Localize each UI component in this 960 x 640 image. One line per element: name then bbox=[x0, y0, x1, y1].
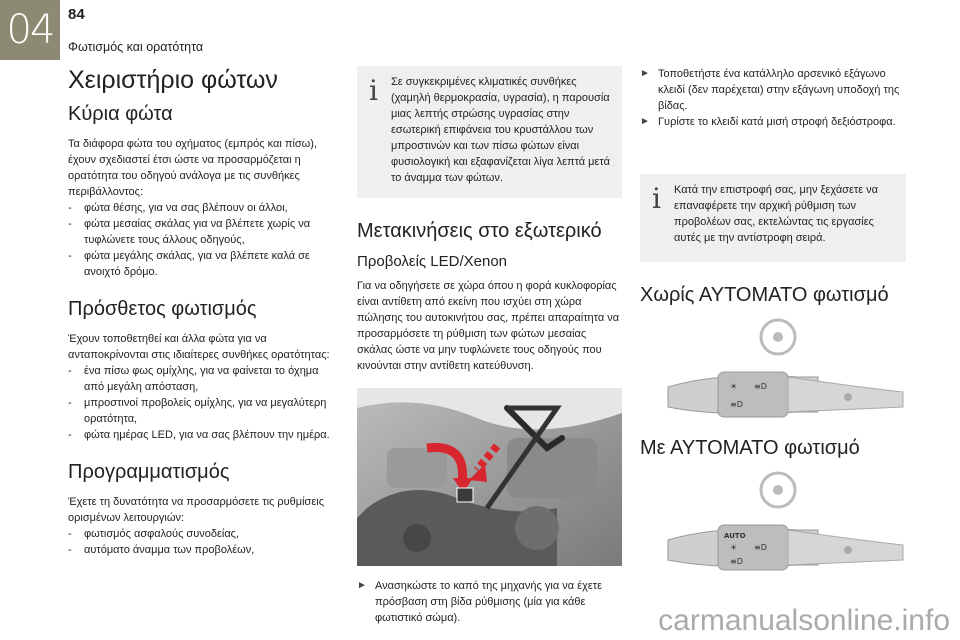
programming-text: Έχετε τη δυνατότητα να προσαρμόσετε τις ρυθμίσεις ορισμένων λειτουργιών: bbox=[68, 496, 324, 524]
info-box-return bbox=[640, 174, 906, 262]
list-item: - φώτα ημέρας LED, για να σας βλέπουν την ημέρα. bbox=[68, 427, 336, 443]
step-text: Γυρίστε το κλειδί κατά μισή στροφή δεξιόστροφα. bbox=[658, 116, 896, 128]
heading-programming: Προγραμματισμός bbox=[68, 461, 230, 483]
svg-text:≡D: ≡D bbox=[754, 382, 767, 391]
main-lights-list bbox=[68, 200, 336, 280]
info-text: Κατά την επιστροφή σας, μην ξεχάσετε να επαναφέρετε την αρχική ρύθμιση των προβολέων σας, εκτελώντας τις εργασίες αυτές με την αντίστροφη σειρά. bbox=[674, 184, 879, 244]
list-item: - φώτα μεγάλης σκάλας, για να βλέπετε καλά σε ανοιχτό δρόμο. bbox=[68, 248, 336, 280]
chapter-badge bbox=[0, 0, 60, 60]
left-column bbox=[68, 66, 336, 576]
main-lights-text: Τα διάφορα φώτα του οχήματος (εμπρός και πίσω), έχουν σχεδιαστεί έτσι ώστε να προσαρμόζεται η ορατότητα του οδηγού ανάλογα με τις συνθήκες περιβάλλοντος: bbox=[68, 138, 317, 198]
heading-with-auto: Με ΑΥΤΟΜΑΤΟ φωτισμό bbox=[640, 437, 860, 459]
caption-item bbox=[357, 578, 622, 626]
additional-lighting-list bbox=[68, 363, 336, 443]
middle-column bbox=[357, 66, 622, 626]
svg-text:☀: ☀ bbox=[730, 543, 738, 552]
heading-additional-lighting: Πρόσθετος φωτισμός bbox=[68, 298, 257, 320]
additional-lighting-text: Έχουν τοποθετηθεί και άλλα φώτα για να ανταποκρίνονται στις ιδιαίτερες συνθήκες ορατότητας: bbox=[68, 333, 330, 361]
led-text: Για να οδηγήσετε σε χώρα όπου η φορά κυκλοφορίας είναι αντίθετη από εκείνη που ισχύει στη χώρα πώλησης του αυτοκινήτου σας, πρέπει απαραίτητα να προσαρμόσετε τη ρύθμιση των φώτων μεσαίας σκάλας ώστε να μην τυφλώνετε τους οδηγούς που κινούνται στην αντίθετη κατεύθυνση. bbox=[357, 280, 620, 372]
section-title: Φωτισμός και ορατότητα bbox=[68, 40, 204, 54]
arrow-right-icon: ► bbox=[357, 580, 367, 591]
chapter-number: 04 bbox=[6, 7, 54, 53]
list-item: - αυτόματο άναμμα των προβολέων, bbox=[68, 542, 336, 558]
svg-text:≡D: ≡D bbox=[754, 543, 767, 552]
list-item: - ένα πίσω φως ομίχλης, για να φαίνεται το όχημα από μεγάλη απόσταση, bbox=[68, 363, 336, 395]
step-text: Τοποθετήστε ένα κατάλληλο αρσενικό εξάγωνο κλειδί (δεν παρέχεται) στην εξάγωνη υποδοχή της βίδας. bbox=[658, 68, 900, 112]
list-item: - φώτα μεσαίας σκάλας για να βλέπετε χωρίς να τυφλώνετε τους άλλους οδηγούς, bbox=[68, 216, 336, 248]
arrow-right-icon: ► bbox=[640, 68, 650, 79]
list-item: - μπροστινοί προβολείς ομίχλης, για να μεγαλύτερη ορατότητα, bbox=[68, 395, 336, 427]
engine-bay-illustration bbox=[357, 388, 622, 566]
engine-bay-photo bbox=[357, 388, 622, 566]
heading-main-lights: Κύρια φώτα bbox=[68, 103, 173, 125]
step-item bbox=[640, 114, 906, 130]
list-item: - φωτισμός ασφαλούς συνοδείας, bbox=[68, 526, 336, 542]
light-stalk-auto-illustration bbox=[658, 470, 908, 580]
list-item: - φώτα θέσης, για να σας βλέπουν οι άλλοι, bbox=[68, 200, 336, 216]
watermark: carmanualsonline.info bbox=[658, 604, 950, 637]
caption-text: Ανασηκώστε το καπό της μηχανής για να έχετε πρόσβαση στη βίδα ρύθμισης (μία για κάθε φωτιστικό σώμα). bbox=[375, 580, 602, 624]
info-text: Σε συγκεκριμένες κλιματικές συνθήκες (χαμηλή θερμοκρασία, υγρασία), η παρουσία μιας λεπτής στρώσης υγρασίας στην εσωτερική επιφάνεια του κρυστάλλου των μπροστινών και των πίσω φώτων είναι φυσιολογική και εξαφανίζεται λίγα λεπτά μετά το άναμμα των φώτων. bbox=[391, 76, 610, 184]
page-title: Χειριστήριο φώτων bbox=[68, 66, 278, 94]
svg-text:≡D: ≡D bbox=[730, 400, 743, 409]
right-column bbox=[640, 66, 906, 580]
heading-led-xenon: Προβολείς LED/Xenon bbox=[357, 253, 508, 270]
step-item bbox=[640, 66, 906, 114]
info-icon: i bbox=[652, 182, 661, 215]
svg-text:≡D: ≡D bbox=[730, 557, 743, 566]
svg-text:☀: ☀ bbox=[730, 382, 738, 391]
programming-list bbox=[68, 526, 336, 558]
info-icon: i bbox=[369, 74, 378, 107]
arrow-right-icon: ► bbox=[640, 116, 650, 127]
page-number: 84 bbox=[68, 6, 85, 23]
heading-without-auto: Χωρίς ΑΥΤΟΜΑΤΟ φωτισμό bbox=[640, 284, 889, 306]
info-box-condensation bbox=[357, 66, 622, 198]
light-stalk-manual-illustration bbox=[658, 317, 908, 427]
heading-abroad: Μετακινήσεις στο εξωτερικό bbox=[357, 220, 602, 242]
auto-label: AUTO bbox=[724, 532, 746, 540]
